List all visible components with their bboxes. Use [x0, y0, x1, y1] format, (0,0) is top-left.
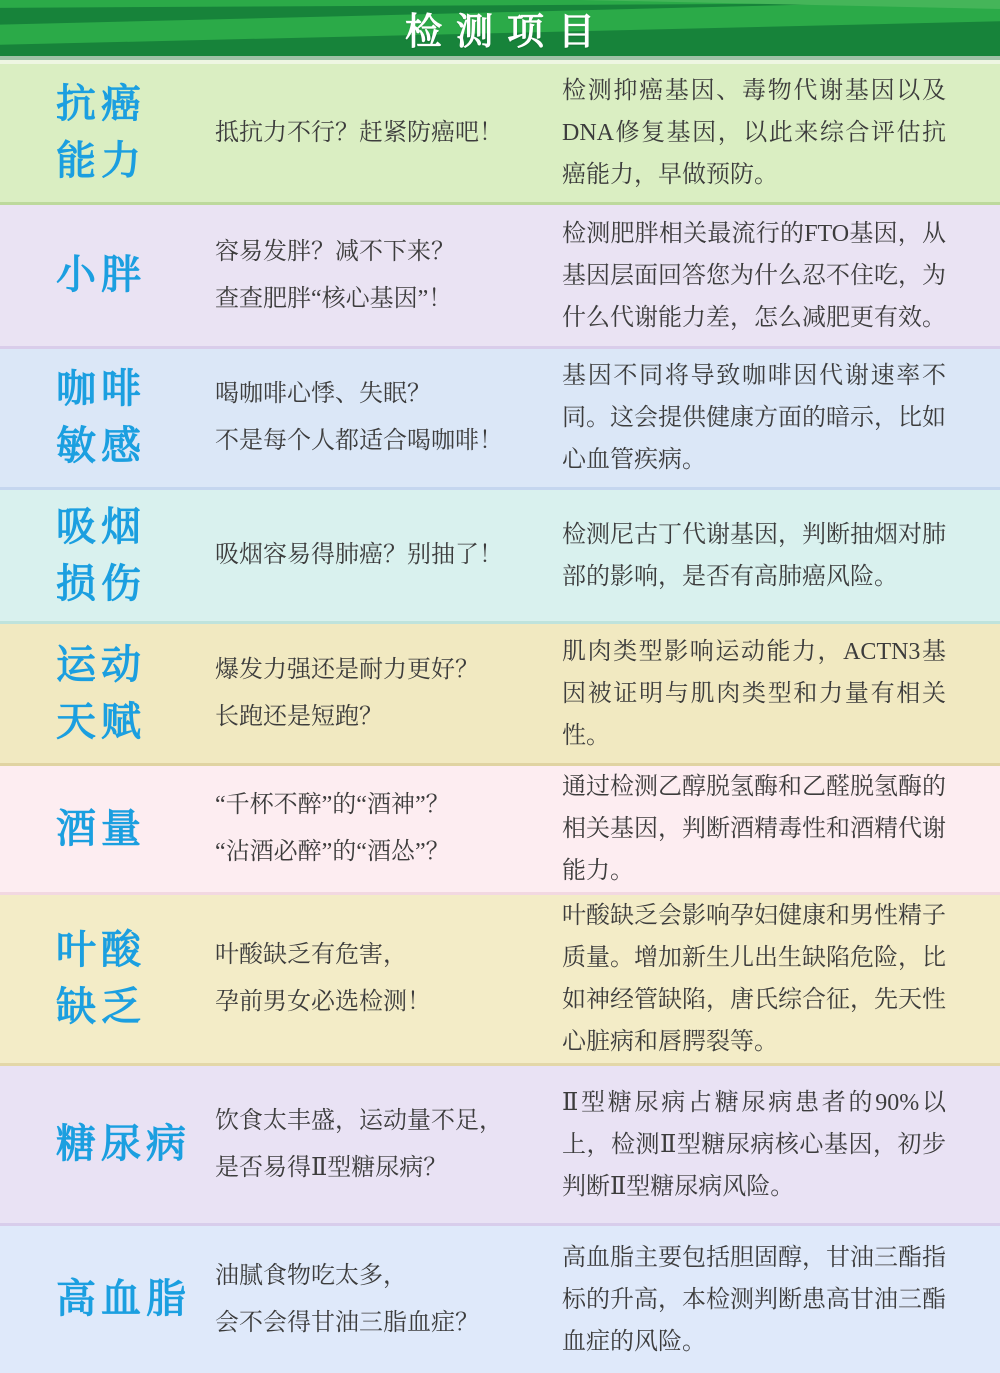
test-item-title-line: 糖尿病 — [56, 1122, 191, 1167]
test-item-tagline — [215, 1253, 560, 1347]
test-item-tagline-line: 容易发胖？减不下来？ — [215, 238, 455, 265]
test-item-row-anti-cancer — [0, 64, 1000, 205]
test-item-description: Ⅱ型糖尿病占糖尿病患者的90%以上，检测Ⅱ型糖尿病核心基因，初步判断Ⅱ型糖尿病风险。 — [562, 1089, 946, 1200]
test-items-table — [0, 64, 1000, 1357]
test-item-row-athletic-talent — [0, 624, 1000, 766]
page-header — [0, 0, 1000, 56]
test-item-description: 检测抑癌基因、毒物代谢基因以及DNA修复基因，以此来综合评估抗癌能力，早做预防。 — [562, 78, 946, 188]
test-item-title — [0, 76, 215, 190]
test-item-title-line: 小胖 — [56, 253, 146, 298]
test-item-title — [0, 922, 215, 1036]
test-item-row-caffeine-sensitivity — [0, 349, 1000, 490]
test-item-row-smoking-damage — [0, 490, 1000, 624]
test-item-title — [0, 1271, 215, 1328]
test-item-tagline-line: 抵抗力不行？赶紧防癌吧！ — [215, 119, 503, 146]
test-item-tagline-line: 爆发力强还是耐力更好？ — [215, 656, 479, 683]
test-item-tagline — [215, 532, 560, 579]
test-item-title-line: 能力 — [56, 139, 146, 183]
test-item-tagline-line: 叶酸缺乏有危害， — [215, 942, 407, 968]
test-item-title — [0, 499, 215, 613]
test-item-row-obesity — [0, 205, 1000, 349]
test-item-tagline — [215, 647, 560, 741]
page-title: 检测项目 — [405, 11, 609, 52]
test-item-description: 肌肉类型影响运动能力，ACTN3基因被证明与肌肉类型和力量有相关性。 — [562, 638, 946, 749]
test-item-description: 高血脂主要包括胆固醇，甘油三酯指标的升高，本检测判断患高甘油三酯血症的风险。 — [562, 1244, 946, 1355]
test-item-title-line: 缺乏 — [56, 985, 146, 1029]
test-item-tagline-line: 孕前男女必选检测！ — [215, 989, 431, 1015]
test-item-title-line: 叶酸 — [56, 928, 146, 973]
test-item-title-line: 吸烟 — [56, 504, 146, 549]
test-item-description: 叶酸缺乏会影响孕妇健康和男性精子质量。增加新生儿出生缺陷危险，比如神经管缺陷，唐氏综合征，先天性心脏病和唇腭裂等。 — [562, 903, 946, 1055]
test-item-tagline-line: 饮食太丰盛，运动量不足， — [215, 1107, 503, 1134]
test-item-row-hyperlipidemia — [0, 1226, 1000, 1373]
test-item-tagline-line: 喝咖啡心悸、失眠？ — [215, 381, 431, 407]
test-item-title-line: 酒量 — [56, 806, 146, 851]
test-item-tagline-line: 查查肥胖“核心基因”！ — [215, 285, 453, 312]
test-item-title-line: 抗癌 — [56, 82, 146, 127]
test-item-title — [0, 1116, 215, 1173]
test-item-tagline-line: “沾酒必醉”的“酒怂”？ — [215, 839, 450, 865]
test-item-title-line: 咖啡 — [56, 367, 146, 412]
test-item-tagline — [215, 371, 560, 465]
test-item-title — [0, 801, 215, 858]
test-item-description: 检测肥胖相关最流行的FTO基因，从基因层面回答您为什么忍不住吃，为什么代谢能力差，怎么减肥更有效。 — [562, 220, 946, 331]
test-item-tagline-line: 长跑还是短跑？ — [215, 703, 383, 730]
test-item-tagline — [215, 782, 560, 876]
test-item-description: 检测尼古丁代谢基因，判断抽烟对肺部的影响，是否有高肺癌风险。 — [562, 521, 946, 590]
test-item-description: 基因不同将导致咖啡因代谢速率不同。这会提供健康方面的暗示，比如心血管疾病。 — [562, 363, 946, 473]
test-item-title-line: 天赋 — [56, 699, 146, 744]
test-item-title-line: 损伤 — [56, 561, 146, 606]
test-item-title-line: 敏感 — [56, 424, 146, 468]
test-item-title-line: 运动 — [56, 642, 146, 687]
test-item-row-diabetes — [0, 1066, 1000, 1226]
test-item-title-line: 高血脂 — [56, 1277, 191, 1322]
test-item-tagline — [215, 110, 560, 157]
test-item-title — [0, 637, 215, 751]
test-item-tagline-line: “千杯不醉”的“酒神”？ — [215, 792, 450, 818]
test-item-title — [0, 361, 215, 475]
test-item-tagline — [215, 1098, 560, 1192]
test-item-tagline — [215, 932, 560, 1026]
test-item-tagline-line: 是否易得Ⅱ型糖尿病？ — [215, 1154, 448, 1181]
test-item-row-folate-deficiency — [0, 895, 1000, 1066]
test-item-tagline — [215, 229, 560, 323]
test-item-tagline-line: 吸烟容易得肺癌？别抽了！ — [215, 542, 503, 568]
test-item-tagline-line: 不是每个人都适合喝咖啡！ — [215, 428, 503, 454]
test-item-title — [0, 247, 215, 304]
test-item-tagline-line: 会不会得甘油三脂血症？ — [215, 1309, 479, 1336]
test-item-tagline-line: 油腻食物吃太多， — [215, 1262, 407, 1289]
test-item-row-alcohol-tolerance — [0, 766, 1000, 895]
test-item-description: 通过检测乙醇脱氢酶和乙醛脱氢酶的相关基因，判断酒精毒性和酒精代谢能力。 — [562, 774, 946, 884]
